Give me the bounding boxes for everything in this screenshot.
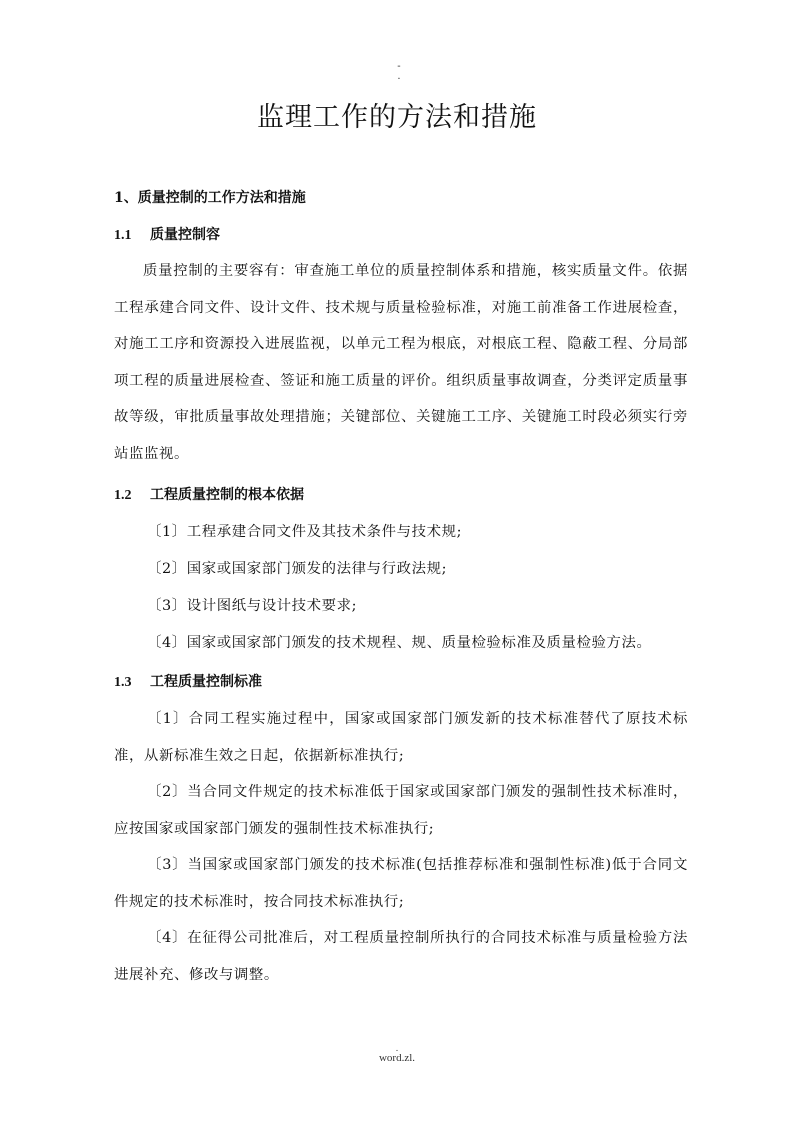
- list-item: 〔1〕工程承建合同文件及其技术条件与技术规;: [147, 524, 463, 540]
- list-item: 〔1〕合同工程实施过程中，国家或国家部门颁发新的技术标准替代了原技术标准，从新标准生效之日起，依据新标准执行;: [114, 711, 688, 764]
- section-1-3-heading: [114, 672, 262, 693]
- section-title: 质量控制容: [150, 227, 220, 243]
- header-mark: - .: [397, 61, 401, 82]
- footer-text: word.zl.: [378, 1052, 416, 1064]
- section-number: 1.2: [114, 488, 132, 503]
- list-item: 〔4〕在征得公司批准后，对工程质量控制所执行的合同技术标准与质量检验方法进展补充、修改与调整。: [114, 930, 688, 983]
- list-item: 〔3〕设计图纸与设计技术要求;: [147, 598, 358, 614]
- section-number: 1.1: [114, 228, 132, 243]
- list-item: 〔2〕国家或国家部门颁发的法律与行政法规;: [147, 561, 448, 577]
- section-title: 工程质量控制的根本依据: [150, 487, 304, 503]
- section-number: 1.3: [114, 675, 132, 690]
- list-item: 〔4〕国家或国家部门颁发的技术规程、规、质量检验标准及质量检验方法。: [147, 635, 652, 651]
- list-item: 〔2〕当合同文件规定的技术标准低于国家或国家部门颁发的强制性技术标准时，应按国家或国家部门颁发的强制性技术标准执行;: [114, 784, 688, 837]
- section-1-1-heading: [114, 225, 220, 246]
- document-title: 监理工作的方法和措施: [257, 102, 537, 133]
- page-footer: [0, 1044, 794, 1064]
- list-item: 〔3〕当国家或国家部门颁发的技术标准(包括推荐标准和强制性标准)低于合同文件规定的技术标准时，按合同技术标准执行;: [114, 857, 688, 910]
- section-title: 工程质量控制标准: [150, 674, 262, 690]
- section-1-1-body: 质量控制的主要容有：审查施工单位的质量控制体系和措施，核实质量文件。依据工程承建合同文件、设计文件、技术规与质量检验标准，对施工前准备工作进展检查，对施工工序和资源投入进展监视，以单元工程为根底，对根底工程、隐蔽工程、分局部项工程的质量进展检查、签证和施工质量的评价。组织质量事故调查，分类评定质量事故等级，审批质量事故处理措施；关键部位、关键施工工序、关键施工时段必须实行旁站监监视。: [114, 263, 688, 462]
- section-1-2-heading: [114, 485, 304, 506]
- footer-dot: .: [395, 1043, 399, 1053]
- section-1-heading: 1、质量控制的工作方法和措施: [114, 190, 306, 206]
